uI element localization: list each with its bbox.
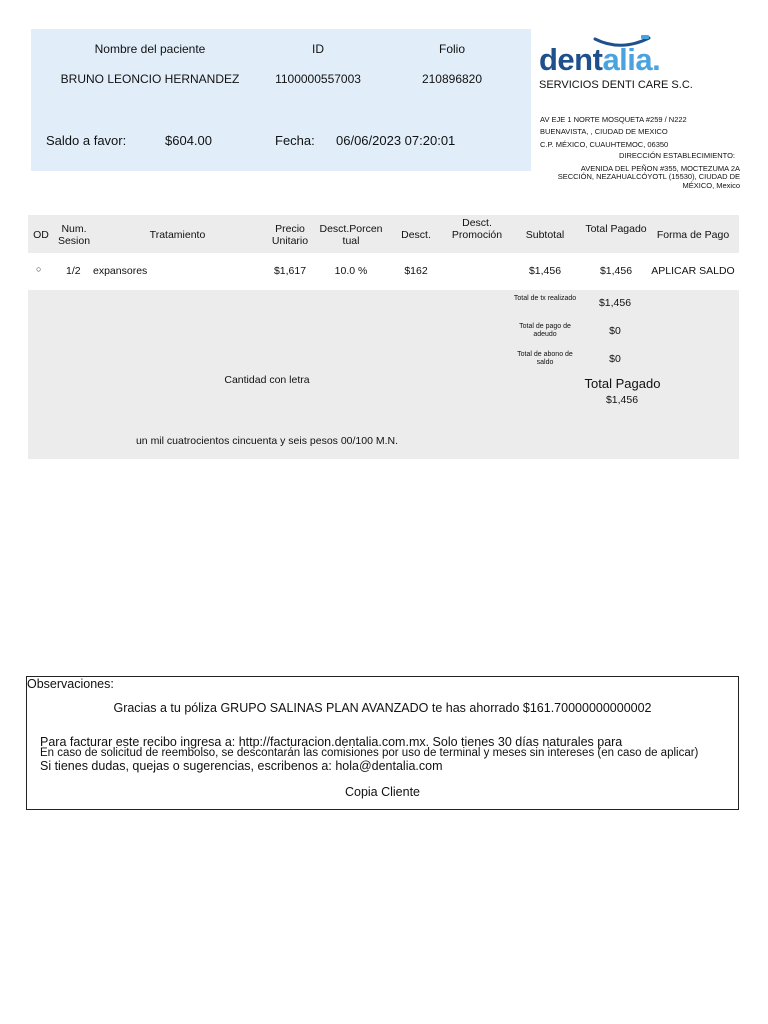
- col-num-sesion: [52, 223, 96, 247]
- col-precio: [264, 223, 316, 247]
- date-value: 06/06/2023 07:20:01: [336, 133, 456, 148]
- folio-number: 210896820: [421, 72, 483, 86]
- cantidad-letra-label: Cantidad con letra: [224, 374, 310, 386]
- establishment-label: DIRECCIÓN ESTABLECIMIENTO:: [619, 151, 735, 160]
- establishment-line-3: MÉXICO, Mexico: [682, 181, 740, 190]
- date-label: Fecha:: [275, 133, 315, 148]
- invoice-instructions: Para facturar este recibo ingresa a: http://facturacion.dentalia.com.mx. Solo tienes 30 días naturales para: [40, 735, 623, 749]
- patient-name: BRUNO LEONCIO HERNANDEZ: [60, 72, 240, 86]
- logo-wordmark: [539, 42, 660, 78]
- col-desct: Desct.: [401, 229, 431, 241]
- logo-part-light: alia: [602, 42, 653, 77]
- logo-dot: .: [652, 42, 661, 77]
- col-num-sesion-line1: Num.: [61, 223, 87, 235]
- tx-total-value: $1,456: [598, 297, 632, 309]
- logo-part-dark: dent: [539, 42, 603, 77]
- address-line-3: C.P. MÉXICO, CUAUHTEMOC, 06350: [540, 140, 669, 149]
- totals-panel: [28, 290, 739, 459]
- policy-savings-text: Gracias a tu póliza GRUPO SALINAS PLAN AVANZADO te has ahorrado $161.70000000000002: [113, 701, 652, 715]
- dentalia-logo: [539, 34, 669, 79]
- col-desct-porcentual-line1: Desct.Porcen: [319, 223, 383, 235]
- establishment-line-1: AVENIDA DEL PEÑON #355, MOCTEZUMA 2A: [580, 164, 740, 173]
- company-name: SERVICIOS DENTI CARE S.C.: [539, 79, 693, 91]
- abono-label-line1: Total de abono de: [517, 351, 573, 358]
- establishment-line-2: SECCIÓN, NEZAHUALCÓYOTL (15530), CIUDAD DE: [557, 172, 740, 181]
- row-total-pagado: $1,456: [599, 265, 633, 277]
- col-precio-line1: Precio: [275, 223, 305, 235]
- observations-label: Observaciones:: [27, 677, 114, 691]
- row-tratamiento: expansores: [93, 265, 148, 277]
- col-num-sesion-line2: Sesion: [57, 235, 91, 247]
- patient-id: 1100000557003: [275, 72, 361, 86]
- col-desct-promocion-line2: Promoción: [451, 229, 503, 241]
- id-label: ID: [312, 42, 324, 56]
- balance-label: Saldo a favor:: [46, 133, 127, 148]
- address-line-1: AV EJE 1 NORTE MOSQUETA #259 / N222: [540, 115, 687, 124]
- row-sesion: 1/2: [66, 265, 81, 277]
- adeudo-value: $0: [609, 325, 621, 337]
- total-pagado-value: $1,456: [605, 394, 639, 406]
- col-precio-line2: Unitario: [271, 235, 309, 247]
- folio-label: Folio: [438, 42, 465, 56]
- contact-text: Si tienes dudas, quejas o sugerencias, escribenos a: hola@dentalia.com: [40, 759, 443, 773]
- observations-panel: [26, 676, 739, 810]
- row-desct: $162: [404, 265, 428, 277]
- cantidad-letra-text: un mil cuatrocientos cincuenta y seis pesos 00/100 M.N.: [135, 435, 399, 447]
- col-desct-porcentual: [316, 223, 386, 247]
- col-forma-pago: Forma de Pago: [656, 229, 730, 241]
- total-pagado-label: Total Pagado: [584, 376, 661, 391]
- address-line-2: BUENAVISTA, , CIUDAD DE MEXICO: [540, 127, 668, 136]
- balance-value: $604.00: [165, 133, 212, 148]
- col-total-pagado: Total Pagado: [585, 223, 647, 235]
- adeudo-label-line2: adeudo: [533, 331, 557, 338]
- tx-total-label: Total de tx realizado: [513, 295, 577, 302]
- adeudo-label-line1: Total de pago de: [519, 323, 571, 330]
- col-od: OD: [33, 229, 49, 241]
- col-subtotal: Subtotal: [525, 229, 565, 241]
- abono-label-line2: saldo: [536, 359, 554, 366]
- row-desct-porcentual: 10.0 %: [334, 265, 368, 277]
- refund-notice: En caso de solicitud de reembolso, se descontarán las comisiones por uso de terminal y meses sin intereses (en caso de aplicar): [40, 747, 699, 759]
- adeudo-label: [505, 323, 585, 339]
- row-subtotal: $1,456: [528, 265, 562, 277]
- abono-label: [505, 351, 585, 367]
- abono-value: $0: [609, 353, 621, 365]
- col-desct-promocion-line1: Desct.: [462, 217, 492, 229]
- row-precio: $1,617: [273, 265, 307, 277]
- col-tratamiento: Tratamiento: [149, 229, 206, 241]
- row-od: ○: [36, 264, 42, 274]
- copy-label: Copia Cliente: [344, 785, 421, 799]
- col-desct-porcentual-line2: tual: [342, 235, 360, 247]
- col-desct-promocion: [446, 217, 508, 241]
- row-forma-pago: APLICAR SALDO: [651, 265, 735, 277]
- patient-name-label: Nombre del paciente: [94, 42, 206, 56]
